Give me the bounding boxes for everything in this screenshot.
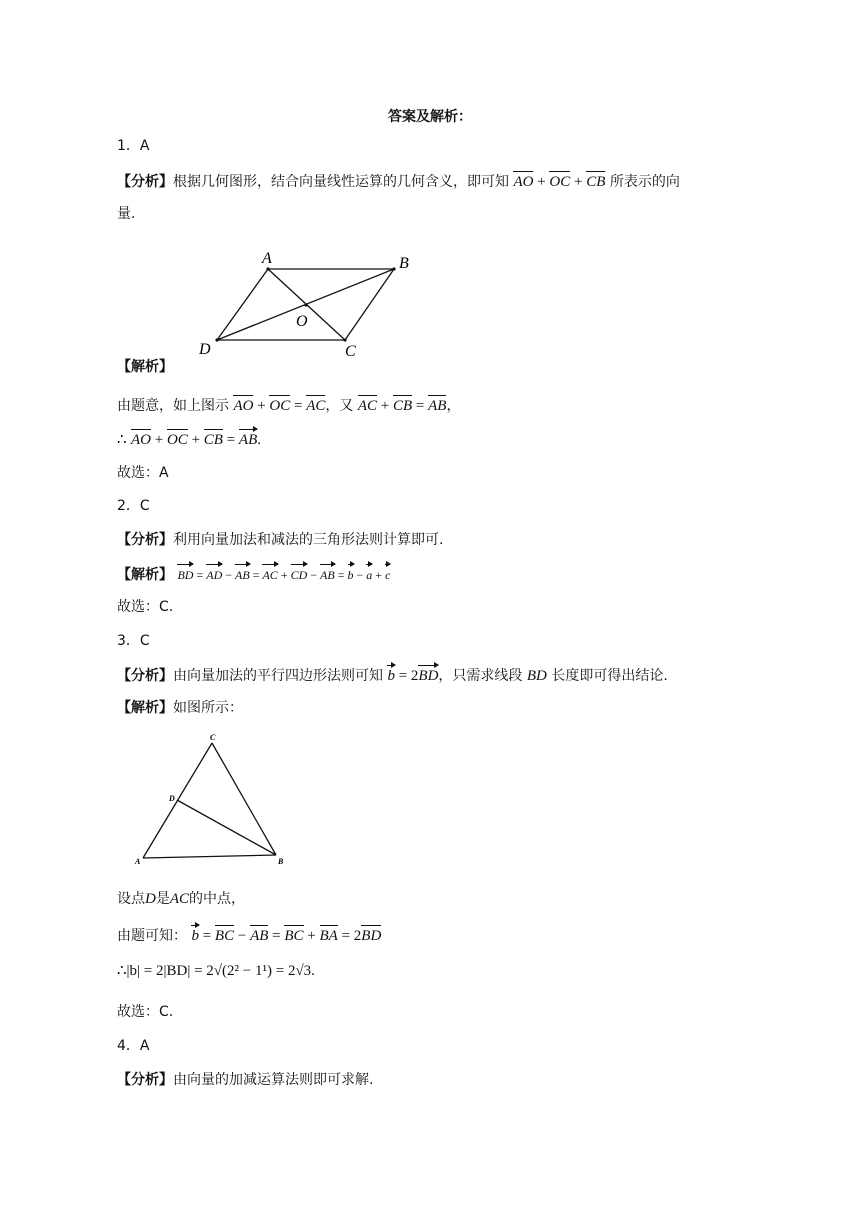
label-c: C xyxy=(345,343,356,360)
segment-ac: AC xyxy=(169,891,190,907)
q3-solution-line-3: ∴|b| = 2|BD| = 2√(2² − 1¹) = 2√3. xyxy=(117,963,315,979)
vector-ac: AC xyxy=(262,563,277,585)
vector-bd: BD xyxy=(418,664,438,686)
label-c: C xyxy=(210,733,216,742)
vector-b: b xyxy=(191,924,199,946)
analysis-tag: 【分析】 xyxy=(117,1072,173,1088)
q3-solution-line-1 xyxy=(117,889,245,909)
vector-oc: OC xyxy=(167,428,188,450)
q1-analysis-text-1: 根据几何图形，结合向量线性运算的几何含义，即可知 xyxy=(173,174,509,190)
vector-oc: OC xyxy=(269,394,290,416)
q1-answer: 故选：A xyxy=(117,465,169,481)
q3-line1-mid: 是 xyxy=(155,891,170,907)
q3-analysis-text-2: ，只需求线段 xyxy=(438,668,523,684)
vector-ba: BA xyxy=(320,924,338,946)
q3-answer: 故选：C. xyxy=(117,1004,174,1020)
vector-ab: AB xyxy=(250,924,268,946)
vector-a: a xyxy=(366,563,372,585)
q1-line1-mid: ，又 xyxy=(325,398,354,414)
vector-ao: AO xyxy=(233,394,253,416)
vector-bc: BC xyxy=(284,924,303,946)
vector-cd: CD xyxy=(291,563,308,585)
q1-line1-end: ， xyxy=(446,398,461,414)
q1-solution-tag: 【解析】 xyxy=(117,359,173,375)
edge-bc xyxy=(345,269,394,340)
vector-ao: AO xyxy=(131,428,151,450)
q2-answer: 故选：C. xyxy=(117,599,174,615)
segment-bd: BD xyxy=(526,668,547,684)
q4-number: 4．A xyxy=(117,1038,150,1054)
q1-line1-pre: 由题意，如上图示 xyxy=(117,398,229,414)
solution-tag: 【解析】 xyxy=(117,567,173,583)
page-title: 答案及解析： xyxy=(388,109,472,125)
q3-analysis-text-3: 长度即可得出结论. xyxy=(551,668,668,684)
vector-ab: AB xyxy=(239,428,257,450)
q3-analysis-text-1: 由向量加法的平行四边形法则可知 xyxy=(173,668,383,684)
vector-oc: OC xyxy=(549,170,570,192)
vector-bd: BD xyxy=(361,924,381,946)
q4-analysis xyxy=(117,1070,373,1090)
label-d: D xyxy=(199,341,211,358)
q2-number: 2．C xyxy=(117,498,150,514)
q1-solution-line-2: ∴ AO + OC + CB = AB. xyxy=(117,428,261,450)
q1-solution-line-1: 由题意，如上图示 AO + OC = AC，又 AC + CB = AB， xyxy=(117,394,460,416)
q3-solution xyxy=(117,698,243,718)
vector-cb: CB xyxy=(393,394,412,416)
parallelogram-figure xyxy=(195,248,425,360)
vector-bc: BC xyxy=(215,924,234,946)
triangle-figure xyxy=(130,730,290,868)
q3-line1-end: 的中点， xyxy=(189,891,246,907)
label-d: D xyxy=(169,794,175,803)
label-a: A xyxy=(262,250,272,267)
q3-number: 3．C xyxy=(117,633,150,649)
vector-ab: AB xyxy=(235,563,250,585)
vector-ab: AB xyxy=(320,563,335,585)
edge-ab xyxy=(143,855,276,858)
analysis-tag: 【分析】 xyxy=(117,668,173,684)
analysis-tag: 【分析】 xyxy=(117,174,173,190)
q1-analysis-text-2: 所表示的向 xyxy=(609,174,680,190)
vector-c: c xyxy=(385,563,390,585)
q2-solution: 【解析】 BD = AD − AB = AC + CD − AB = b − a + c xyxy=(117,563,390,585)
q3-analysis: 【分析】由向量加法的平行四边形法则可知 b = 2BD，只需求线段 BD 长度即可得出结论. xyxy=(117,664,668,686)
vector-ad: AD xyxy=(206,563,222,585)
q1-line2-end: . xyxy=(257,432,261,448)
q2-analysis xyxy=(117,530,443,550)
vector-ao: AO xyxy=(513,170,533,192)
vector-b: b xyxy=(348,563,354,585)
label-a: A xyxy=(135,857,141,866)
q1-analysis: 【分析】根据几何图形，结合向量线性运算的几何含义，即可知 AO + OC + CB 所表示的向 xyxy=(117,170,680,192)
solution-tag: 【解析】 xyxy=(117,700,173,716)
vector-ab: AB xyxy=(428,394,446,416)
label-b: B xyxy=(399,255,409,272)
point-d: D xyxy=(145,891,156,907)
edge-cb xyxy=(212,743,276,855)
therefore-symbol: ∴ xyxy=(117,432,127,448)
label-o: O xyxy=(296,313,308,330)
label-b: B xyxy=(278,857,284,866)
vector-cb: CB xyxy=(586,170,605,192)
q3-solution-text: 如图所示： xyxy=(173,700,243,716)
segment-bd xyxy=(177,800,276,855)
vector-bd: BD xyxy=(177,563,193,585)
q3-line2-pre: 由题可知： xyxy=(117,928,187,944)
q2-analysis-text: 利用向量加法和减法的三角形法则计算即可. xyxy=(173,532,444,548)
q1-analysis-cont: 量. xyxy=(117,206,136,222)
q4-analysis-text: 由向量的加减运算法则即可求解. xyxy=(173,1072,374,1088)
vector-ac: AC xyxy=(358,394,377,416)
q1-number: 1．A xyxy=(117,138,150,154)
vector-cb: CB xyxy=(204,428,223,450)
q3-solution-line-2: 由题可知： b = BC − AB = BC + BA = 2BD xyxy=(117,924,381,946)
vector-b: b xyxy=(387,664,395,686)
q3-line1-pre: 设点 xyxy=(117,891,145,907)
vector-ac: AC xyxy=(306,394,325,416)
analysis-tag: 【分析】 xyxy=(117,532,173,548)
